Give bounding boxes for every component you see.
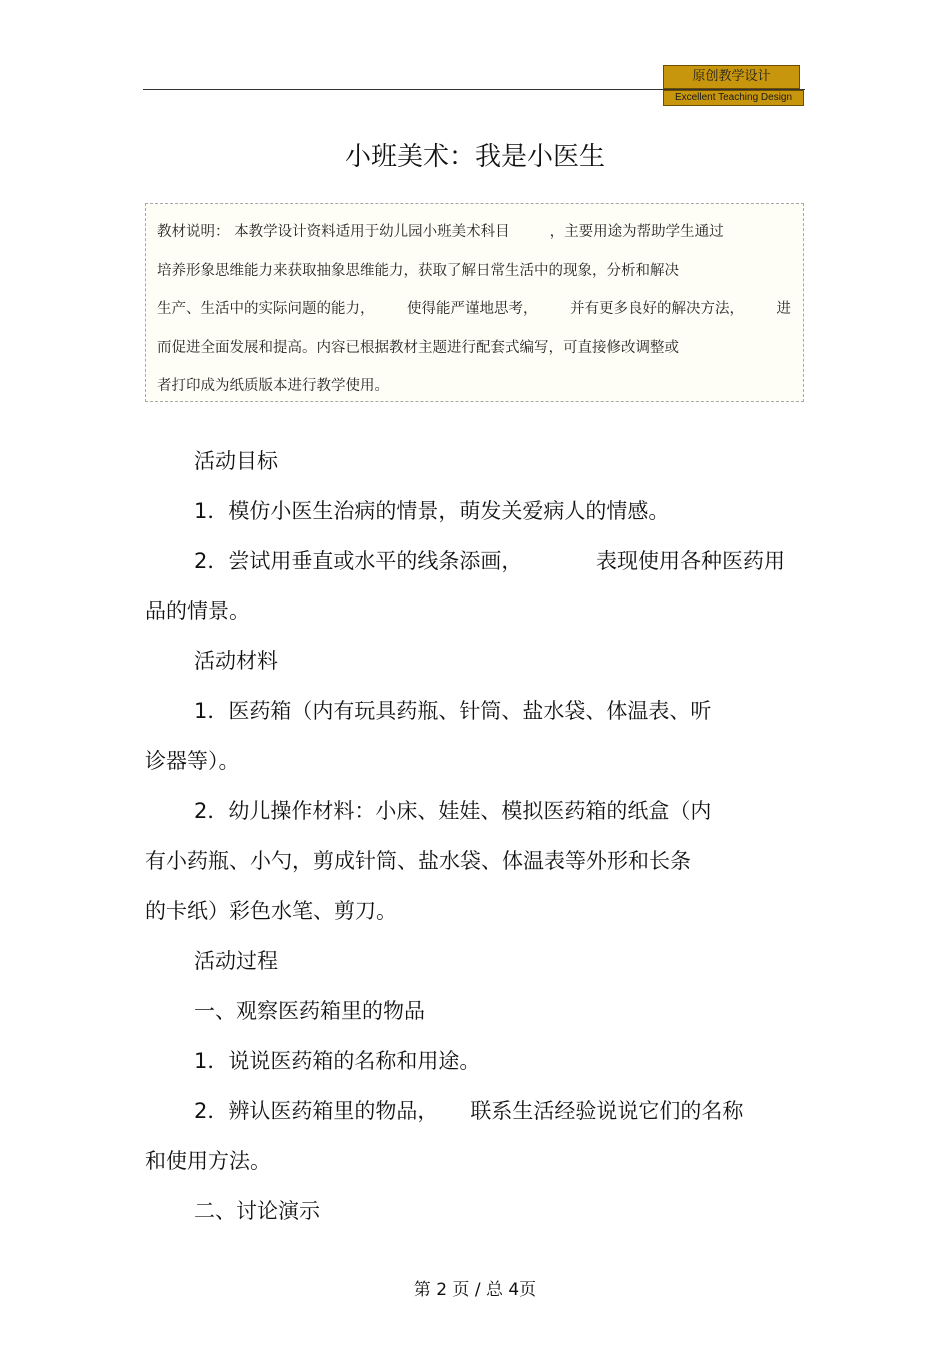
intro-line [157, 213, 791, 252]
document-title: 小班美术：我是小医生 [344, 142, 605, 172]
intro-text: 教材说明： 本教学设计资料适用于幼儿园小班美术科目 [157, 224, 510, 240]
paragraph: 1．说说医药箱的名称和用途。 [194, 1049, 481, 1073]
intro-text: 生产、生活中的实际问题的能力， [157, 301, 375, 317]
paragraph-text: 2．尝试用垂直或水平的线条添画， [194, 549, 523, 573]
intro-line [157, 290, 791, 329]
paragraph: 2．幼儿操作材料：小床、娃娃、模拟医药箱的纸盒（内 [194, 799, 712, 823]
intro-text: 进 [776, 301, 791, 317]
intro-text: 并有更多良好的解决方法， [570, 301, 744, 317]
subsection-heading: 一、观察医药箱里的物品 [194, 999, 425, 1023]
intro-box [145, 203, 804, 402]
section-heading-process: 活动过程 [194, 949, 278, 973]
paragraph-text: 联系生活经验说说它们的名称 [470, 1099, 744, 1123]
paragraph-continued: 品的情景。 [145, 599, 250, 623]
brand-label-en: Excellent Teaching Design [663, 90, 804, 106]
paragraph-continued: 的卡纸）彩色水笔、剪刀。 [145, 899, 397, 923]
intro-line: 而促进全面发展和提高。内容已根据教材主题进行配套式编写，可直接修改调整或 [157, 339, 679, 356]
section-heading-materials: 活动材料 [194, 649, 278, 673]
subsection-heading: 二、讨论演示 [194, 1199, 320, 1223]
intro-line: 培养形象思维能力来获取抽象思维能力，获取了解日常生活中的现象，分析和解决 [157, 262, 679, 279]
paragraph [145, 1086, 785, 1136]
paragraph-text: 表现使用各种医药用 [596, 549, 785, 573]
section-heading-goals: 活动目标 [194, 449, 278, 473]
intro-line: 者打印成为纸质版本进行教学使用。 [157, 378, 389, 394]
document-body [145, 436, 785, 1236]
paragraph: 1．医药箱（内有玩具药瓶、针筒、盐水袋、体温表、听 [194, 699, 712, 723]
paragraph-continued: 诊器等）。 [145, 749, 240, 773]
brand-label-cn: 原创教学设计 [663, 65, 800, 89]
intro-text: ，主要用途为帮助学生通过 [549, 224, 724, 240]
intro-text: 使得能严谨地思考， [407, 301, 538, 317]
paragraph [145, 536, 785, 586]
page-number: 第 2 页 / 总 4页 [413, 1280, 537, 1300]
paragraph: 1．模仿小医生治病的情景，萌发关爱病人的情感。 [194, 499, 670, 523]
paragraph-continued: 和使用方法。 [145, 1149, 271, 1173]
paragraph-text: 2．辨认医药箱里的物品， [194, 1099, 439, 1123]
paragraph-continued: 有小药瓶、小勺，剪成针筒、盐水袋、体温表等外形和长条 [145, 849, 691, 873]
